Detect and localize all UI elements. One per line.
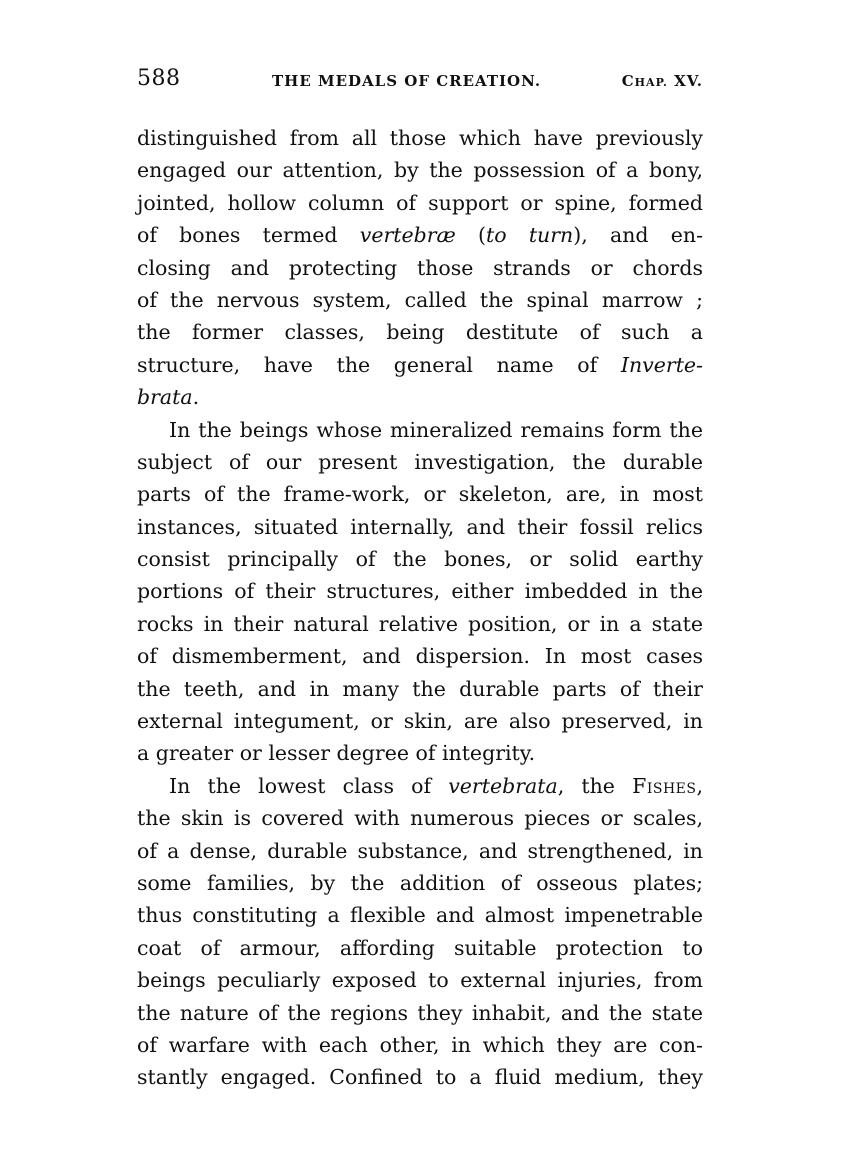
text-line: the nature of the regions they inhabit, and the state — [137, 1000, 703, 1025]
page-number: 588 — [137, 66, 181, 91]
text-line: engaged our attention, by the possession of a bony, — [137, 158, 703, 183]
text-line: coat of armour, affording suitable protection to — [137, 935, 703, 960]
paragraph-1 — [137, 122, 703, 414]
text-line: parts of the frame-work, or skeleton, are, in most — [137, 482, 703, 507]
text-line: of the nervous system, called the spinal marrow ; — [137, 287, 703, 312]
chapter-label — [622, 72, 703, 90]
chapter-label-initial: C — [621, 72, 635, 90]
text-line: a greater or lesser degree of integrity. — [137, 741, 536, 766]
text-line: external integument, or skin, are also preserved, in — [137, 709, 703, 734]
text-line: distinguished from all those which have previously — [137, 126, 703, 150]
text-run: ), and en- — [573, 223, 704, 248]
text-run: . — [192, 385, 200, 410]
text-line: subject of our present investigation, the durable — [137, 449, 703, 474]
text-line — [137, 219, 703, 251]
running-head — [137, 66, 703, 106]
text-line: stantly engaged. Confined to a fluid medium, they — [137, 1065, 703, 1090]
chapter-label-rest: HAP. — [634, 76, 668, 89]
text-line — [137, 349, 703, 381]
paragraph-3 — [137, 770, 703, 1094]
text-line: of a dense, durable substance, and strengthened, in — [137, 838, 703, 863]
small-caps-term: Fishes — [632, 773, 697, 798]
text-line — [137, 381, 703, 413]
running-title: THE MEDALS OF CREATION. — [272, 72, 542, 90]
text-run: ( — [455, 223, 487, 248]
text-line: consist principally of the bones, or solid earthy — [137, 547, 703, 572]
text-line: thus constituting a flexible and almost impenetrable — [137, 903, 703, 928]
text-run: In the lowest class of — [169, 773, 449, 798]
text-line: the teeth, and in many the durable parts of their — [137, 676, 703, 701]
text-line: rocks in their natural relative position, or in a state — [137, 611, 703, 636]
text-line: closing and protecting those strands or chords — [137, 255, 703, 280]
text-line: of warfare with each other, in which they are con- — [137, 1032, 703, 1057]
italic-term: Inverte- — [620, 352, 703, 377]
text-run: of bones termed — [137, 223, 360, 248]
text-run: , — [696, 773, 703, 798]
text-line — [137, 770, 703, 802]
text-line: portions of their structures, either imbedded in the — [137, 579, 703, 604]
text-line: the former classes, being destitute of such a — [137, 320, 703, 345]
text-line: In the beings whose mineralized remains form the — [169, 417, 703, 442]
text-run: structure, have the general name of — [137, 352, 621, 377]
italic-term: vertebrata — [448, 773, 558, 798]
paragraph-2 — [137, 414, 703, 770]
italic-term: vertebræ — [359, 223, 456, 248]
chapter-number: XV. — [674, 72, 703, 90]
text-run: , the — [557, 773, 633, 798]
text-line: instances, situated internally, and their fossil relics — [137, 514, 703, 539]
text-line: of dismemberment, and dispersion. In most cases — [137, 644, 703, 669]
body-text — [137, 122, 703, 1094]
text-line: jointed, hollow column of support or spine, formed — [137, 190, 703, 215]
text-line: some families, by the addition of osseous plates; — [137, 870, 703, 895]
text-line: the skin is covered with numerous pieces or scales, — [137, 806, 703, 831]
book-page — [137, 66, 703, 1094]
italic-term: brata — [137, 385, 193, 410]
italic-term: to turn — [486, 223, 574, 248]
text-line: beings peculiarly exposed to external injuries, from — [137, 968, 703, 993]
